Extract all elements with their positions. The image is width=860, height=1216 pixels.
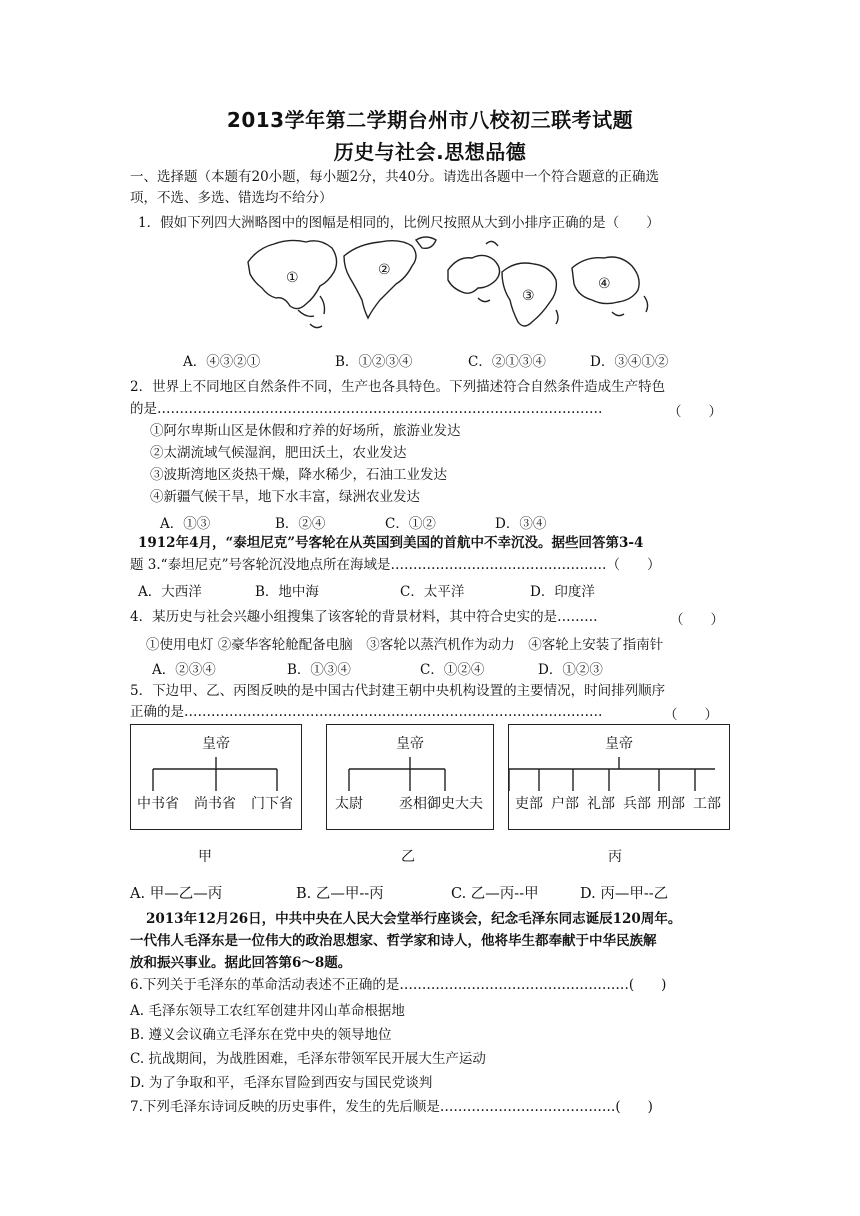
q6-option-a[interactable]: A. 毛泽东领导工农红军创建井冈山革命根据地 (130, 1003, 405, 1019)
jia-node-menxia: 门下省 (251, 796, 293, 812)
q4-answer-blank[interactable]: （ ） (670, 612, 724, 628)
asia-islands (298, 296, 325, 328)
bing-node-xingbu: 刑部 (657, 796, 685, 812)
continent-maps-figure (240, 226, 660, 338)
q3-option-c[interactable]: C．太平洋 (400, 584, 465, 600)
q2-item-3: ③波斯湾地区炎热干燥，降水稀少，石油工业发达 (150, 467, 447, 483)
q4-option-d[interactable]: D．①②③ (538, 662, 603, 678)
q3-intro: 1912年4月，“泰坦尼克”号客轮在从英国到美国的首航中不幸沉没。据些回答第3-4 (138, 535, 644, 551)
q1-option-b[interactable]: B．①②③④ (335, 354, 413, 370)
bing-node-libu2: 礼部 (587, 796, 615, 812)
q6-option-c[interactable]: C. 抗战期间，为战胜困难，毛泽东带领军民开展大生产运动 (130, 1051, 486, 1067)
map-label-3: ③ (522, 288, 535, 304)
bing-node-bingbu: 兵部 (623, 796, 651, 812)
chart-caption-bing: 丙 (608, 849, 622, 865)
q4-items: ①使用电灯 ②豪华客轮舱配备电脑 ③客轮以蒸汽机作为动力 ④客轮上安装了指南针 (146, 637, 664, 653)
q3-option-b[interactable]: B．地中海 (255, 584, 319, 600)
section-intro: 一、选择题（本题有20小题，每小题2分，共40分。请选出各题中一个符合题意的正确选 (130, 169, 659, 185)
continent-maps (240, 226, 660, 338)
exam-subtitle: 历史与社会.思想品德 (333, 140, 527, 164)
q3-stem: 题 3.“泰坦尼克”号客轮沉没地点所在海域是…………………………………………（ ） (130, 557, 661, 573)
europe-islands (478, 241, 498, 301)
q5-option-d[interactable]: D. 丙—甲--乙 (580, 886, 669, 902)
europe-outline (448, 255, 500, 293)
greenland-outline (416, 237, 436, 248)
q5-option-a[interactable]: A. 甲—乙—丙 (130, 886, 223, 902)
bing-node-hubu: 户部 (551, 796, 579, 812)
q5-answer-blank[interactable]: （ ） (664, 707, 718, 723)
q3-option-d[interactable]: D．印度洋 (530, 584, 595, 600)
q6-option-b[interactable]: B. 遵义会议确立毛泽东在党中央的领导地位 (130, 1027, 392, 1043)
chart-caption-yi: 乙 (401, 849, 415, 865)
q2-item-1: ①阿尔卑斯山区是休假和疗养的好场所，旅游业发达 (150, 423, 461, 439)
q2-option-d[interactable]: D．③④ (495, 516, 547, 532)
chart-caption-jia: 甲 (198, 849, 212, 865)
q5-option-c[interactable]: C. 乙—丙--甲 (451, 886, 539, 902)
q4-option-c[interactable]: C．①②④ (420, 662, 485, 678)
australia-islands (612, 296, 648, 316)
org-chart-bing (508, 724, 730, 830)
jia-node-zhongshu: 中书省 (137, 796, 179, 812)
org-chart-jia (130, 724, 302, 830)
bing-node-libu: 吏部 (515, 796, 543, 812)
exam-title: 2013学年第二学期台州市八校初三联考试题 (226, 108, 634, 132)
q1-stem: 1．假如下列四大洲略图中的图幅是相同的，比例尺按照从大到小排序正确的是（ ） (138, 215, 660, 231)
map-label-2: ② (378, 262, 391, 278)
q2-option-b[interactable]: B．②④ (275, 516, 326, 532)
yi-root-emperor: 皇帝 (396, 736, 424, 752)
q2-item-4: ④新疆气候干旱，地下水丰富，绿洲农业发达 (150, 489, 420, 505)
q3-option-a[interactable]: A．大西洋 (138, 584, 202, 600)
q6-intro: 2013年12月26日，中共中央在人民大会堂举行座谈会，纪念毛泽东同志诞辰120周年。 (146, 911, 682, 927)
yi-node-chengxiang: 丞相 (399, 796, 427, 812)
q1-option-c[interactable]: C．②①③④ (468, 354, 546, 370)
map-label-4: ④ (598, 276, 611, 292)
jia-node-shangshu: 尚书省 (194, 796, 236, 812)
q6-intro-cont: 一代伟人毛泽东是一位伟大的政治思想家、哲学家和诗人，他将毕生都奉献于中华民族解 (130, 933, 657, 949)
q1-option-d[interactable]: D．③④①② (590, 354, 669, 370)
q1-option-a[interactable]: A．④③②① (183, 354, 261, 370)
q6-stem: 6.下列关于毛泽东的革命活动表述不正确的是……………………………………………( ) (130, 977, 667, 993)
bing-node-gongbu: 工部 (693, 796, 721, 812)
q2-item-2: ②太湖流域气候湿润，肥田沃土，农业发达 (150, 445, 407, 461)
q6-intro-end: 放和振兴事业。据此回答第6～8题。 (130, 955, 352, 971)
q2-option-c[interactable]: C．①② (385, 516, 436, 532)
q4-option-b[interactable]: B．①③④ (287, 662, 351, 678)
q7-stem: 7.下列毛泽东诗词反映的历史事件，发生的先后顺是…………………………………( ) (130, 1099, 653, 1115)
org-chart-yi (326, 724, 494, 830)
section-intro-cont: 项，不选、多选、错选均不给分） (130, 190, 333, 206)
yi-node-yushidafu: 御史大夫 (427, 796, 483, 812)
north-america-outline (344, 241, 416, 318)
q5-stem-cont: 正确的是………………………………………………………………………………… (130, 704, 603, 720)
bing-root-emperor: 皇帝 (605, 736, 633, 752)
yi-node-taiwei: 太尉 (335, 796, 363, 812)
q6-option-d[interactable]: D. 为了争取和平，毛泽东冒险到西安与国民党谈判 (130, 1075, 433, 1091)
q4-option-a[interactable]: A．②③④ (152, 662, 216, 678)
q4-stem: 4．某历史与社会兴趣小组搜集了该客轮的背景材料，其中符合史实的是……… (130, 609, 598, 625)
map-label-1: ① (286, 270, 299, 286)
q5-stem: 5．下边甲、乙、丙图反映的是中国古代封建王朝中央机构设置的主要情况，时间排列顺序 (130, 683, 666, 699)
q2-option-a[interactable]: A．①③ (160, 516, 211, 532)
q2-stem-cont: 的是……………………………………………………………………………………… (130, 401, 603, 417)
madagascar-outline (556, 310, 558, 324)
jia-root-emperor: 皇帝 (202, 736, 230, 752)
q2-stem: 2．世界上不同地区自然条件不同，生产也各具特色。下列描述符合自然条件造成生产特色 (130, 379, 666, 395)
q2-answer-blank[interactable]: （ ） (668, 404, 722, 420)
q5-option-b[interactable]: B. 乙—甲--丙 (296, 886, 384, 902)
